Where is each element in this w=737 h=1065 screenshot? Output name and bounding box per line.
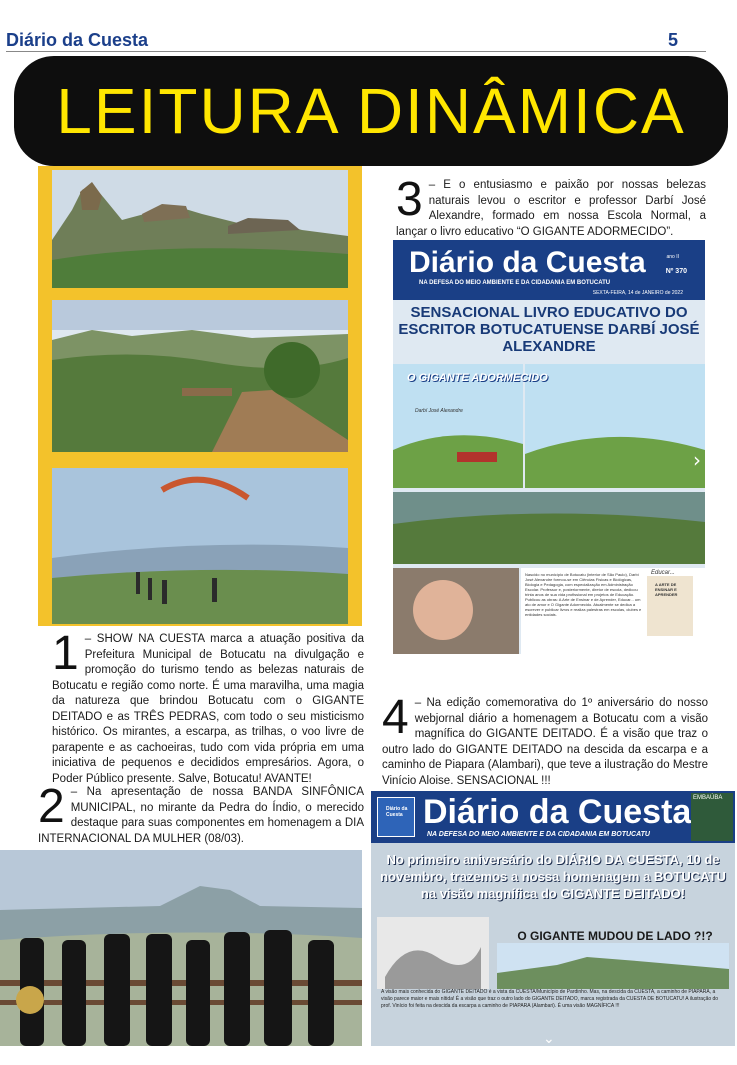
book2-top: Educar...	[651, 570, 675, 576]
newspaper-issue: Nº 370	[665, 268, 687, 275]
newspaper2-subtitle: NA DEFESA DO MEIO AMBIENTE E DA CIDADANIA EM BOTUCATU	[427, 831, 650, 838]
article-3	[396, 173, 706, 240]
article-2	[38, 780, 364, 847]
article-1	[52, 627, 364, 787]
book-title: O GIGANTE ADORMECIDO	[407, 372, 548, 384]
newspaper2-title: Diário da Cuesta	[423, 793, 692, 831]
article-1-number: 1	[52, 627, 79, 680]
newspaper-date: SEXTA-FEIRA, 14 de JANEIRO de 2022	[592, 290, 683, 296]
chevron-right-icon[interactable]: ›	[693, 448, 701, 472]
article-4-text: – Na edição comemorativa do 1º aniversário do nosso webjornal diário a homenagem a Botucatu com a visão magnífica do GIGANTE DEITADO. É a visão que traz o outro lado do GIGANTE DEITADO na descida da escarpa e a caminho de Piapara (Alambari), que teve a ilustração do Mestre Vinício Aloise. SENSACIONAL !!!	[382, 697, 708, 787]
newspaper-title: Diário da Cuesta	[409, 246, 646, 279]
newspaper-cover-anniversary	[371, 791, 735, 1046]
article-2-text: – Na apresentação de nossa BANDA SINFÔNICA MUNICIPAL, no mirante da Pedra do Índio, o merecido destaque para suas componentes em homenagem a DIA INTERNACIONAL DA MULHER (08/03).	[38, 786, 364, 845]
newspaper2-header	[371, 791, 735, 843]
newspaper-logo	[377, 797, 415, 837]
article-1-text: – SHOW NA CUESTA marca a atuação positiva da Prefeitura Municipal de Botucatu na divulgação e promoção do turismo tendo as belezas naturais de Botucatu e região como norte. É uma maravilha, uma magia da natureza que brindou Botucatu com o GIGANTE DEITADO e as TRÊS PEDRAS, com todo o seu misticismo histórico. Os mirantes, a escarpa, as trilhas, o voo livre de parapente e as cachoeiras, tudo com vida própria em uma iniciativa de pequenos e decididos empresários. Agora, o Poder Público presente. Salve, Botucatu! AVANTE!	[52, 633, 364, 785]
newspaper-subtitle: NA DEFESA DO MEIO AMBIENTE E DA CIDADANIA EM BOTUCATU	[419, 280, 611, 286]
section-banner	[14, 56, 728, 166]
logo-text: Diário da Cuesta	[386, 806, 408, 818]
brand-name: Diário da Cuesta	[6, 30, 149, 50]
newspaper2-illustration	[377, 917, 729, 989]
article-4-number: 4	[382, 691, 409, 744]
embauba-text: EMBAÚBA	[693, 795, 723, 801]
newspaper-headline: SENSACIONAL LIVRO EDUCATIVO DO ESCRITOR BOTUCATUENSE DARBÍ JOSÉ ALEXANDRE	[398, 304, 700, 355]
banner-title: LEITURA DINÂMICA	[56, 75, 686, 147]
embauba-logo	[691, 793, 733, 841]
newspaper2-caption: A visão mais conhecida do GIGANTE DEITADO é a vista da CUESTA/Município de Pardinho. Mas, na descida da CUESTA, a caminho de PIAPARA, a visão parece maior e mais nítida! É a visão que traz o outro lado do GIGANTE DEITADO, marca registrada da CUESTA DE BOTUCATU! A ilustração do prof. Vinício foi feita na descida da escarpa a caminho de PIAPARA (Alambari). É uma visão MAGNÍFICA !!!	[381, 989, 719, 1009]
article-3-number: 3	[396, 173, 423, 226]
masthead	[6, 30, 706, 52]
photo-column	[38, 166, 362, 626]
photo-three-stones	[52, 170, 348, 288]
newspaper-year: ano II	[666, 254, 679, 260]
article-2-number: 2	[38, 780, 65, 833]
book-author: Darbí José Alexandre	[415, 408, 463, 414]
article-4	[382, 691, 708, 789]
chevron-down-icon[interactable]: ⌄	[543, 1031, 555, 1046]
newspaper-cover-book	[393, 240, 705, 654]
newspaper2-headline: No primeiro aniversário do DIÁRIO DA CUESTA, 10 de novembro, trazemos a nossa homenagem a BOTUCATU na visão magnífica do GIGANTE DEITADO!	[380, 852, 726, 901]
author-bio: Nascido no município de Botucatu (interior de São Paulo), Darbí José Alexandre formou-se em Ciências Físicas e Biológicas, Biologia e Pedagogia, com especialização em Administração Escolar. Professor e, posteriormente, diretor de escola, dedicou trinta anos de sua vida profissional em projetos de Educação. Publicou as obras: A Arte de Ensinar e de Aprender, Educar... um ato de amor e O Gigante Adormecido. Atualmente se dedica a escrever e publicar livros e realiza palestras em escolas, clubes e entidades sociais.	[525, 572, 642, 617]
newspaper-header	[393, 240, 705, 300]
photo-viewpoint	[52, 300, 348, 452]
photo-symphonic-band	[0, 850, 362, 1046]
newspaper2-gigante: O GIGANTE MUDOU DE LADO ?!?	[517, 929, 713, 943]
page-number: 5	[667, 30, 678, 50]
article-3-text: – E o entusiasmo e paixão por nossas belezas naturais levou o escritor e professor Darbí José Alexandre, formado em nossa Escola Normal, a lançar o livro educativo “O GIGANTE ADORMECIDO”.	[396, 179, 706, 238]
book2-title: A ARTE DE ENSINAR E APRENDER	[655, 582, 678, 597]
photo-paragliding	[52, 468, 348, 624]
